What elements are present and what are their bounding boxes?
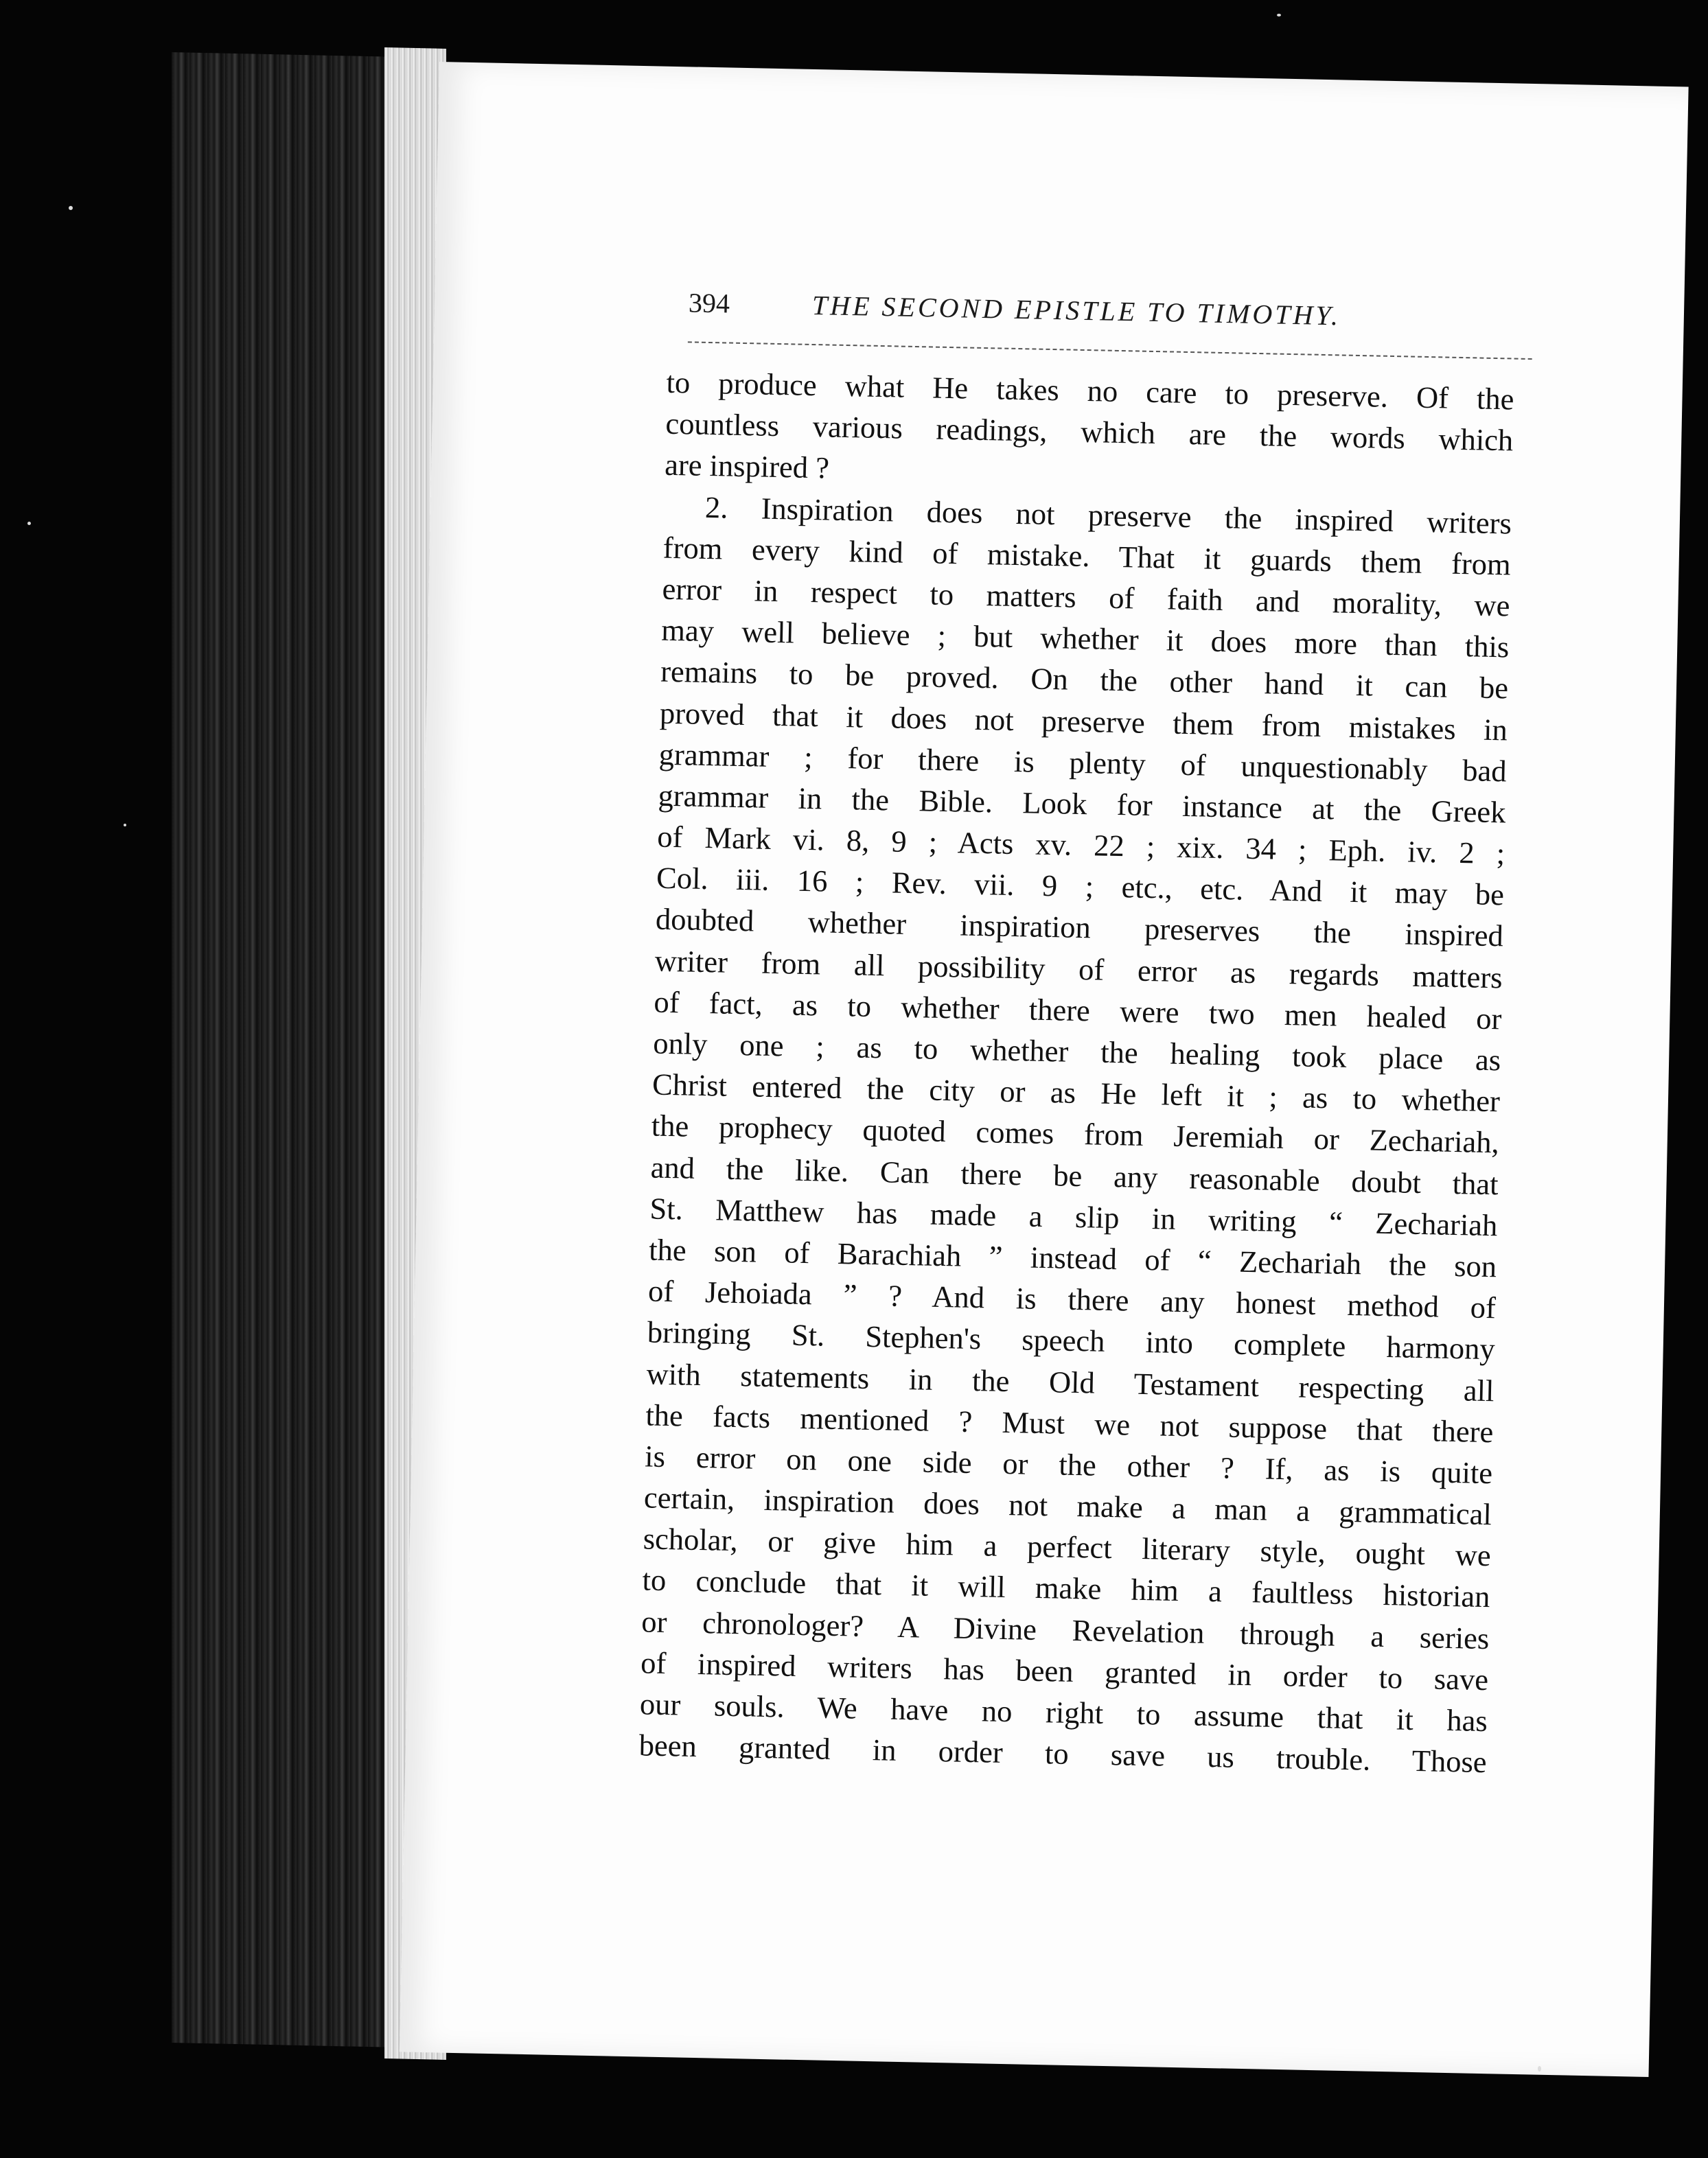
text-line: are inspired ? <box>664 448 830 485</box>
header-rule <box>688 341 1532 360</box>
text-line: the son of Barachiah ” instead of “ Zechariah the son <box>648 1232 1497 1284</box>
text-line: of Jehoiada ” ? And is there any honest method of <box>647 1273 1497 1325</box>
text-line: to produce what He takes no care to preserve. Of the <box>666 364 1514 417</box>
text-line: of fact, as to whether there were two men healed or <box>654 984 1502 1036</box>
text-line: of Mark vi. 8, 9 ; Acts xv. 22 ; xix. 34 ; Eph. iv. 2 ; <box>656 819 1505 871</box>
text-line: is error on one side or the other ? If, as is quite <box>644 1439 1493 1491</box>
book-page <box>400 62 1689 2077</box>
running-title: THE SECOND EPISTLE TO TIMOTHY. <box>811 289 1341 332</box>
text-line: our souls. We have no right to assume that it has <box>639 1686 1488 1739</box>
text-line: writer from all possibility of error as regards matters <box>654 943 1503 995</box>
dust-speck <box>69 206 73 210</box>
text-line: remains to be proved. On the other hand it can be <box>660 653 1509 706</box>
text-line: certain, inspiration does not make a man a grammatical <box>643 1480 1492 1532</box>
text-line: proved that it does not preserve them from mistakes in <box>659 695 1508 747</box>
text-line: grammar in the Bible. Look for instance at the Greek <box>658 778 1506 830</box>
text-line: of inspired writers has been granted in order to save <box>640 1645 1489 1697</box>
text-line: from every kind of mistake. That it guards them from <box>662 530 1512 582</box>
text-line: grammar ; for there is plenty of unquestionably bad <box>658 736 1508 789</box>
page-body <box>638 362 1514 1783</box>
dust-speck <box>124 824 126 826</box>
text-line: been granted in order to save us trouble. Those <box>638 1728 1488 1780</box>
text-line: to conclude that it will make him a faultless historian <box>642 1562 1490 1614</box>
text-line: 2. Inspiration does not preserve the inspired writers <box>704 489 1512 541</box>
dust-speck <box>1538 2066 1541 2072</box>
text-line: and the like. Can there be any reasonable doubt that <box>650 1150 1499 1201</box>
text-line: the prophecy quoted comes from Jeremiah or Zechariah, <box>651 1108 1500 1160</box>
text-line: or chronologer? A Divine Revelation through a series <box>640 1603 1490 1656</box>
text-line: St. Matthew has made a slip in writing “ Zechariah <box>649 1191 1498 1243</box>
text-line: scholar, or give him a perfect literary style, ought we <box>643 1521 1492 1573</box>
dust-speck <box>27 522 31 525</box>
text-line: only one ; as to whether the healing took place as <box>652 1025 1501 1078</box>
page-number: 394 <box>688 287 730 319</box>
text-line: doubted whether inspiration preserves the inspired <box>655 902 1504 953</box>
text-line: countless various readings, which are the words which <box>665 406 1514 458</box>
text-line: error in respect to matters of faith and morality, we <box>662 571 1510 623</box>
text-line: may well believe ; but whether it does more than this <box>660 612 1510 664</box>
dust-speck <box>1277 14 1281 16</box>
text-line: Christ entered the city or as He left it ; as to whether <box>651 1067 1501 1119</box>
text-line: Col. iii. 16 ; Rev. vii. 9 ; etc., etc. And it may be <box>656 860 1505 912</box>
text-line: with statements in the Old Testament respecting all <box>646 1356 1494 1408</box>
text-line: the facts mentioned ? Must we not suppose that there <box>645 1397 1494 1449</box>
text-line: bringing St. Stephen's speech into complete harmony <box>647 1314 1496 1367</box>
page-header <box>688 286 1533 358</box>
